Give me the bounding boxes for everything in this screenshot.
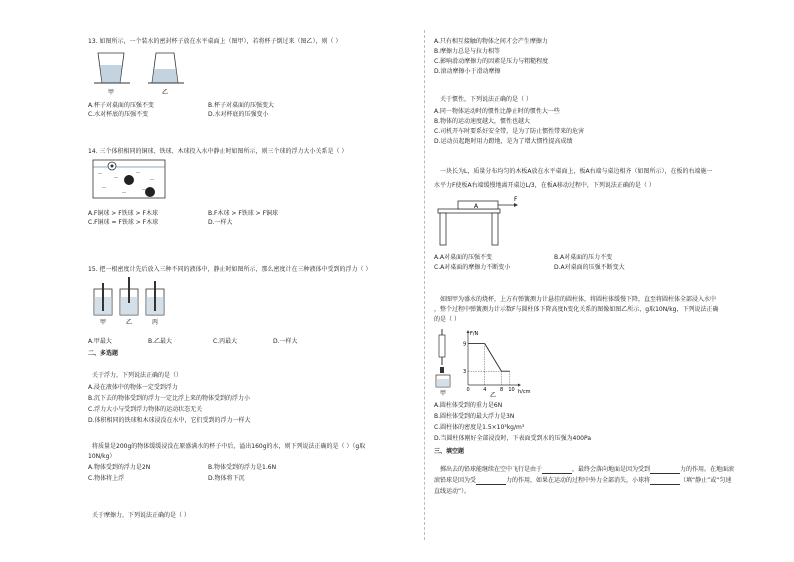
q19-option-d: D.运动员起跑时用力蹬地，是为了增大惯性提高成绩 bbox=[434, 138, 573, 145]
q13-option-a: A.杯子对桌面的压强不变 bbox=[88, 102, 154, 109]
q15-option-a: A.甲最大 bbox=[88, 338, 112, 345]
q14-figure bbox=[92, 159, 168, 201]
x-tick-label: 0 bbox=[466, 387, 470, 393]
table-leg-left bbox=[440, 213, 446, 245]
q21-label-yi: 乙 bbox=[490, 392, 497, 399]
q21-option-c: C.圆柱体的密度是1.5×10³kg/m³ bbox=[434, 424, 525, 431]
q17-option-d: D.物体将下沉 bbox=[208, 475, 245, 482]
q17-stem-line2: 10N/kg） bbox=[88, 453, 116, 460]
q15-option-c: C.丙最大 bbox=[213, 338, 238, 345]
q13-label-yi: 乙 bbox=[162, 89, 169, 96]
q15-label-yi: 乙 bbox=[126, 319, 133, 326]
q22-blank-2[interactable] bbox=[650, 467, 680, 474]
force-label: F bbox=[514, 196, 518, 203]
q20-stem-line1: 一块长为L，质量分布均匀的木板A放在水平桌面上，板A右端与桌边相齐（如图所示），在板的右端施一 bbox=[440, 168, 713, 175]
q19-stem: 关于惯性，下列说法正确的是（ ） bbox=[440, 96, 532, 103]
q16-stem: 关于浮力，下列说法正确的是（） bbox=[92, 372, 183, 379]
q13-option-d: D.水对杯底的压强变小 bbox=[208, 111, 269, 118]
q20-option-b: B.A对桌面的压力不变 bbox=[554, 254, 613, 261]
table-leg-right bbox=[492, 213, 498, 245]
q16-option-c: C.浮力大小与受到浮力物体的运动状态无关 bbox=[88, 406, 203, 413]
column-divider bbox=[424, 30, 425, 540]
q15-figure bbox=[90, 277, 170, 331]
q15-stem: 15. 把一根密度计先后放入三种不同的液体中，静止时如图所示，那么密度计在三种液体中受到的浮力（ ） bbox=[88, 266, 372, 273]
q22-text-1a: 掷出去的铅球能继续在空中飞行是由于 bbox=[440, 466, 543, 473]
y-axis-label: F/N bbox=[470, 331, 479, 337]
q16-option-b: B.沉下去的物体受到的浮力一定比浮上来的物体受到的浮力小 bbox=[88, 395, 251, 402]
q22-blank-4[interactable] bbox=[650, 478, 680, 485]
x-axis-label: h/cm bbox=[518, 389, 531, 395]
q22-text-2b: 力的作用，如果在运动的过程中外力全部消失，小球将 bbox=[506, 477, 651, 484]
q22-line3: 直线运动”）。 bbox=[434, 488, 471, 495]
q21-option-b: B.圆柱体受到的最大浮力是3N bbox=[434, 413, 515, 420]
q18-option-a: A.只有相互接触的物体之间才会产生摩擦力 bbox=[434, 38, 548, 45]
q22-line1 bbox=[440, 465, 734, 474]
q17-option-a: A.物体受到的浮力是2N bbox=[88, 464, 151, 471]
q17-option-b: B.物体受到的浮力是1.6N bbox=[208, 464, 277, 471]
q13-option-c: C.水对杯底的压强不变 bbox=[88, 111, 149, 118]
q22-text-1c: 力的作用。在地面滚 bbox=[680, 466, 735, 473]
x-tick-label: 10 bbox=[508, 387, 515, 393]
q13-option-b: B.杯子对桌面的压强变大 bbox=[208, 102, 275, 109]
q22-blank-1[interactable] bbox=[542, 467, 572, 474]
q16-option-a: A.浸在液体中的物体一定受到浮力 bbox=[88, 384, 178, 391]
q17-stem-line1: 将质量是200g的物体缓缓浸没在原盛满水的杯子中后，溢出160g的水，则下列说法正确的是（ ）（g取 bbox=[92, 443, 366, 450]
q21-label-jia: 甲 bbox=[440, 390, 447, 397]
q17-option-c: C.物体将上浮 bbox=[88, 475, 125, 482]
q19-option-c: C.司机开车时要系好安全带，是为了防止惯性带来的危害 bbox=[434, 128, 585, 135]
q14-option-b: B.F木球 > F铁球 > F铜球 bbox=[208, 210, 279, 217]
iron-ball bbox=[124, 175, 134, 185]
x-tick-label: 4 bbox=[483, 387, 487, 393]
q18-option-b: B.摩擦力总是与拉力相等 bbox=[434, 48, 501, 55]
q22-text-2a: 滚铅球是因为受 bbox=[434, 477, 477, 484]
q21-option-d: D.当圆柱体刚好全部浸没时，下表面受到水的压强为400Pa bbox=[434, 435, 592, 442]
q14-option-c: C.F铜球 = F铁球 > F木球 bbox=[88, 219, 159, 226]
y-tick-label: 3 bbox=[463, 369, 467, 376]
q19-option-b: B.物体的运动速度越大，惯性也越大 bbox=[434, 118, 531, 125]
q21-figure bbox=[434, 327, 554, 399]
section-multiple-choice: 二、多选题 bbox=[88, 350, 119, 357]
series-line bbox=[468, 344, 510, 372]
q13-stem: 13. 如图所示，一个装水的密封杯子放在水平桌面上（图甲），若将杯子倒过来（图乙），则（ ） bbox=[88, 38, 342, 45]
q20-option-d: D.A对桌面的压强不断变大 bbox=[554, 264, 625, 271]
q19-option-a: A.同一物体运动时的惯性比静止时的惯性大一些 bbox=[434, 108, 560, 115]
section-fill-in: 三、填空题 bbox=[434, 448, 465, 455]
q15-option-d: D.一样大 bbox=[273, 338, 298, 345]
q20-stem-line2: 水平力F使板A右端缓慢地离开桌边L/3，在板A移动过程中，下列说法正确的是（ ） bbox=[434, 182, 655, 189]
q15-label-jia: 甲 bbox=[100, 319, 107, 326]
q14-option-d: D.一样大 bbox=[208, 219, 233, 226]
q21-stem-line2: ，整个过程中弹簧测力计示数F与圆柱体下降高度h变化关系的图像如图乙所示，g取10N/kg，下列说法正确 bbox=[434, 306, 719, 313]
q18-option-c: C.影响滑动摩擦力的因素是压力与粗糙程度 bbox=[434, 58, 549, 65]
copper-ball bbox=[145, 187, 155, 197]
q13-label-jia: 甲 bbox=[108, 89, 115, 96]
cylinder bbox=[440, 367, 444, 373]
q14-stem: 14. 三个体积相同的铜球、铁球、木球投入水中静止时如图所示，则三个球的浮力大小关系是（ ） bbox=[88, 148, 348, 155]
x-tick-label: 8 bbox=[499, 387, 504, 393]
q22-blank-3[interactable] bbox=[476, 478, 506, 485]
q21-stem-line3: 的是（ ） bbox=[434, 316, 460, 323]
q21-stem-line1: 如图甲为盛水的烧杯，上方有弹簧测力计悬挂的圆柱体，将圆柱体缓慢下降，直至将圆柱体全部浸入水中 bbox=[440, 296, 717, 303]
board-a-label: A bbox=[474, 203, 479, 210]
force-height-chart bbox=[463, 330, 531, 395]
q20-option-a: A.A对桌面的压强不变 bbox=[434, 254, 493, 261]
q22-text-2c: （填“静止”或“匀速 bbox=[680, 477, 732, 484]
q20-figure bbox=[434, 193, 524, 249]
q15-option-b: B.乙最大 bbox=[148, 338, 173, 345]
q16-option-d: D.体积相同的铁球和木球浸没在水中，它们受到的浮力一样大 bbox=[88, 417, 251, 424]
q14-option-a: A.F铜球 > F铁球 > F木球 bbox=[88, 210, 158, 217]
q20-option-c: C.A对桌面的摩擦力不断变小 bbox=[434, 264, 511, 271]
q22-line2 bbox=[434, 476, 731, 485]
q18-stem: 关于摩擦力，下列说法正确的是（ ） bbox=[92, 512, 190, 519]
table-top bbox=[438, 209, 500, 213]
q22-text-1b: ，最终会落向地面是因为受到 bbox=[572, 466, 651, 473]
q18-option-d: D.滚动摩擦小于滑动摩擦 bbox=[434, 68, 501, 75]
y-tick-label: 9 bbox=[463, 341, 467, 348]
q21-option-a: A.圆柱体受到的重力是6N bbox=[434, 402, 503, 409]
q13-figure bbox=[94, 49, 194, 99]
q15-label-bing: 丙 bbox=[152, 319, 159, 326]
